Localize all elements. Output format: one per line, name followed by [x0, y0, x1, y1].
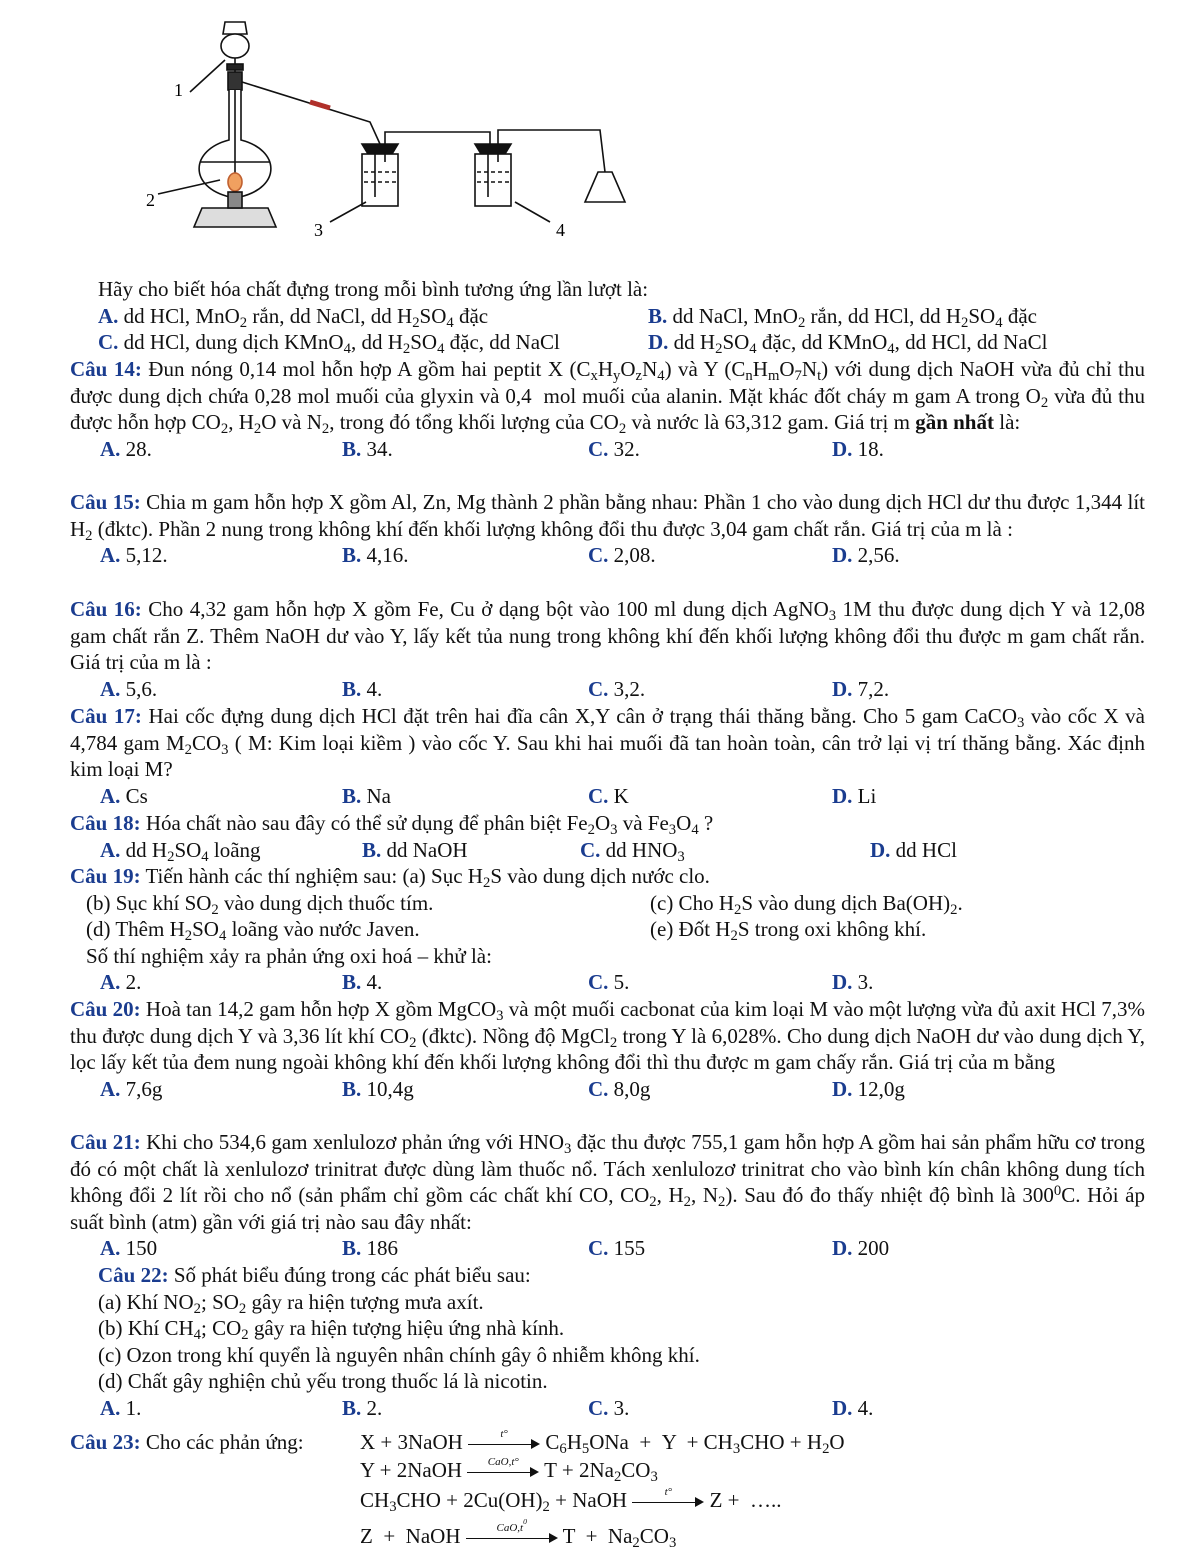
- option-text: Na: [361, 783, 392, 808]
- option-letter: A.: [100, 1236, 121, 1261]
- option-d[interactable]: [832, 783, 876, 810]
- option-letter: A.: [100, 543, 121, 568]
- option-text: 186: [361, 1236, 399, 1261]
- option-a[interactable]: [100, 783, 148, 810]
- reaction-1: X + 3NaOH t° $C_6H_5ONa + Y + CH_3CHO + H_2O$: [360, 1428, 845, 1457]
- statement-a: (a) Khí $NO_2$; $SO_2$ gây ra hiện tượng mưa axít.: [98, 1289, 484, 1317]
- option-d[interactable]: [832, 1395, 873, 1422]
- question-text: Chia m gam hỗn hợp X gồm Al, Zn, Mg thành 2 phần bằng nhau: Phần 1 cho vào dung dịch HCl dư thu được 1,344 lít $H_2$ (đktc). Phần 2 nung trong không khí đến khối lượng không đổi thu được 3,04 gam chất rắn. Giá trị của m là :: [70, 490, 1146, 544]
- option-d[interactable]: [832, 676, 889, 703]
- option-d[interactable]: dd $H_2SO_4$ đặc, dd KMnO$_4$, dd HCl, dd NaCl: [673, 330, 1048, 358]
- option-text: 7,2.: [852, 676, 890, 701]
- question-number: Câu 17:: [70, 704, 142, 728]
- option-text: dd $HNO_3$: [600, 837, 685, 865]
- option-text: 4.: [361, 676, 383, 701]
- option-b[interactable]: [342, 1076, 414, 1103]
- option-letter: A.: [100, 1395, 121, 1420]
- option-letter: D.: [832, 1076, 853, 1101]
- question-number: Câu 16:: [70, 597, 142, 621]
- option-letter: B.: [342, 970, 362, 995]
- option-a[interactable]: [100, 1076, 162, 1103]
- option-c[interactable]: [588, 783, 629, 810]
- option-text: dd HCl: [890, 837, 957, 862]
- statement-c: (c) Ozon trong khí quyển là nguyên nhân chính gây ô nhiễm không khí.: [98, 1342, 700, 1367]
- question-number: Câu 14:: [70, 357, 142, 381]
- option-letter: D.: [832, 783, 853, 808]
- question-number: Câu 19:: [70, 864, 141, 888]
- question-text: Cho các phản ứng:: [145, 1430, 304, 1454]
- option-text: 200: [852, 1236, 890, 1261]
- option-letter: C.: [588, 436, 609, 461]
- question-number: Câu 22:: [98, 1263, 169, 1287]
- option-text: 3.: [608, 1395, 630, 1420]
- option-letter: D.: [832, 436, 853, 461]
- option-text: 10,4g: [361, 1076, 414, 1101]
- option-b[interactable]: [362, 837, 468, 864]
- option-text: 3.: [852, 970, 874, 995]
- question-ask: Số thí nghiệm xảy ra phản ứng oxi hoá – khử là:: [86, 943, 492, 968]
- question-14: [70, 356, 1145, 462]
- option-a[interactable]: [100, 436, 152, 463]
- option-text: dd NaOH: [381, 837, 468, 862]
- option-letter: B.: [342, 783, 362, 808]
- option-letter: B.: [342, 1076, 362, 1101]
- option-letter: D.: [832, 970, 853, 995]
- question-text: Tiến hành các thí nghiệm sau: (a) Sục $H_2S$ vào dung dịch nước clo.: [145, 864, 710, 891]
- option-c[interactable]: [580, 837, 685, 864]
- statement-d: (d) Chất gây nghiện chủ yếu trong thuốc lá là nicotin.: [98, 1369, 548, 1394]
- option-text: 34.: [361, 436, 393, 461]
- label-1: 1: [174, 80, 183, 100]
- experiment-e: (e) Đốt $H_2S$ trong oxi không khí.: [650, 917, 927, 945]
- option-d[interactable]: [832, 1235, 889, 1262]
- question-15: [70, 489, 1145, 569]
- option-letter: D.: [648, 330, 669, 355]
- question-text: Khi cho 534,6 gam xenlulozơ phản ứng với $HNO_3$ đặc thu được 755,1 gam hỗn hợp A gồm hai sản phẩm hữu cơ trong đó có một chất là xenlulozơ trinitrat được dùng làm thuốc nổ. Tách xenlulozơ trinitrat cho vào bình kín chân không dung tích không đổi 2 lít rồi cho nổ (sản phẩm chỉ gồm các chất khí CO, $CO_2$, $H_2$, $N_2$). Sau đó đo thấy nhiệt độ bình là $300^0C$. Hỏi áp suất bình (atm) gần với giá trị nào sau đây nhất:: [70, 1130, 1146, 1234]
- option-letter: C.: [588, 970, 609, 995]
- option-letter: C.: [580, 837, 601, 862]
- question-text: Số phát biểu đúng trong các phát biểu sau:: [173, 1263, 531, 1287]
- option-c[interactable]: [588, 436, 640, 463]
- option-text: 155: [608, 1236, 646, 1261]
- option-text: 5,12.: [120, 543, 168, 568]
- option-letter: C.: [588, 1236, 609, 1261]
- option-text: 4,16.: [361, 543, 409, 568]
- question-13: [70, 276, 1145, 356]
- option-letter: B.: [342, 1395, 362, 1420]
- option-d[interactable]: [832, 542, 900, 569]
- question-text: Hoà tan 14,2 gam hỗn hợp X gồm MgCO$_3$ và một muối cacbonat của kim loại M vào một lượng vừa đủ axit HCl 7,3% thu được dung dịch Y và 3,36 lít khí $CO_2$ (đktc). Nồng độ MgCl$_2$ trong Y là 6,028%. Cho dung dịch NaOH dư vào dung dịch Y, lọc lấy kết tủa đem nung ngoài không khí đến khối lượng không đổi thì thu được m gam chấy rắn. Giá trị của m bằng: [70, 997, 1145, 1075]
- option-b[interactable]: [342, 1395, 382, 1422]
- option-letter: D.: [832, 543, 853, 568]
- option-a[interactable]: [100, 1395, 141, 1422]
- option-a[interactable]: [100, 542, 168, 569]
- option-letter: D.: [832, 1395, 853, 1420]
- option-b[interactable]: [342, 783, 391, 810]
- option-a[interactable]: dd HCl, MnO$_2$ rắn, dd NaCl, dd $H_2SO_4$ đặc: [123, 303, 489, 331]
- option-letter: B.: [342, 543, 362, 568]
- option-letter: C.: [588, 783, 609, 808]
- option-d[interactable]: [832, 436, 884, 463]
- question-13-prompt: Hãy cho biết hóa chất đựng trong mỗi bình tương ứng lần lượt là:: [98, 277, 649, 301]
- option-b[interactable]: [342, 436, 393, 463]
- option-text: Li: [852, 783, 877, 808]
- option-text: 5.: [608, 970, 630, 995]
- option-text: 2,56.: [852, 543, 900, 568]
- option-letter: A.: [100, 436, 121, 461]
- option-text: 2.: [120, 970, 142, 995]
- option-letter: A.: [98, 303, 119, 328]
- option-text: 5,6.: [120, 676, 158, 701]
- option-b[interactable]: [342, 676, 382, 703]
- label-2: 2: [146, 190, 155, 210]
- experiment-d: (d) Thêm $H_2SO_4$ loãng vào nước Javen.: [86, 917, 420, 945]
- option-c[interactable]: [588, 542, 656, 569]
- option-b[interactable]: [342, 969, 382, 996]
- label-4: 4: [556, 220, 565, 240]
- option-b[interactable]: [342, 1235, 398, 1262]
- question-number: Câu 21:: [70, 1130, 141, 1154]
- question-20: [70, 996, 1145, 1102]
- option-letter: A.: [100, 1076, 121, 1101]
- option-d[interactable]: [832, 1076, 905, 1103]
- option-a[interactable]: [100, 969, 141, 996]
- label-3: 3: [314, 220, 323, 240]
- option-d[interactable]: [832, 969, 873, 996]
- option-c[interactable]: [588, 969, 629, 996]
- question-number: Câu 15:: [70, 490, 141, 514]
- option-c[interactable]: [588, 1395, 629, 1422]
- option-text: 3,2.: [608, 676, 646, 701]
- question-text: Hai cốc đựng dung dịch HCl đặt trên hai đĩa cân X,Y cân ở trạng thái thăng bằng. Cho 5 gam CaCO$_3$ vào cốc X và 4,784 gam $M_2CO_3$ ( M: Kim loại kiềm ) vào cốc Y. Sau khi hai muối đã tan hoàn toàn, cân trở lại vị trí thăng bằng. Xác định kim loại M?: [70, 704, 1146, 782]
- option-a[interactable]: [100, 1235, 157, 1262]
- option-a[interactable]: [100, 837, 261, 864]
- option-d[interactable]: [870, 837, 957, 864]
- option-text: K: [608, 783, 629, 808]
- question-number: Câu 23:: [70, 1430, 141, 1454]
- option-text: 32.: [608, 436, 640, 461]
- experiment-b: (b) Sục khí $SO_2$ vào dung dịch thuốc tím.: [86, 890, 434, 918]
- option-letter: B.: [362, 837, 382, 862]
- option-b[interactable]: dd NaCl, MnO$_2$ rắn, dd HCl, dd $H_2SO_4$ đặc: [672, 303, 1037, 331]
- option-letter: B.: [648, 303, 668, 328]
- option-letter: A.: [100, 783, 121, 808]
- option-text: 28.: [120, 436, 152, 461]
- question-17: [70, 703, 1145, 809]
- question-18: [70, 810, 1145, 863]
- option-c[interactable]: [588, 1076, 650, 1103]
- option-letter: C.: [98, 330, 119, 355]
- question-22: [70, 1262, 1145, 1422]
- option-text: 2.: [361, 1395, 383, 1420]
- option-letter: D.: [832, 676, 853, 701]
- option-text: 8,0g: [608, 1076, 651, 1101]
- question-21: [70, 1129, 1145, 1262]
- option-text: 150: [120, 1236, 158, 1261]
- option-text: 4.: [852, 1395, 874, 1420]
- option-letter: C.: [588, 1395, 609, 1420]
- option-text: 7,6g: [120, 1076, 163, 1101]
- option-letter: C.: [588, 543, 609, 568]
- question-text: Cho 4,32 gam hỗn hợp X gồm Fe, Cu ở dạng bột vào 100 ml dung dịch AgNO$_3$ 1M thu được dung dịch Y và 12,08 gam chất rắn Z. Thêm NaOH dư vào Y, lấy kết tủa nung trong không khí đến khối lượng không đổi thu được m gam chất rắn. Giá trị của m là :: [70, 597, 1145, 675]
- option-text: Cs: [120, 783, 148, 808]
- option-a[interactable]: [100, 676, 157, 703]
- option-letter: B.: [342, 1236, 362, 1261]
- question-number: Câu 18:: [70, 811, 141, 835]
- option-letter: A.: [100, 970, 121, 995]
- option-letter: D.: [832, 1236, 853, 1261]
- question-16: [70, 596, 1145, 702]
- option-letter: A.: [100, 837, 121, 862]
- experiment-c: (c) Cho $H_2S$ vào dung dịch $Ba(OH)_2$.: [650, 890, 963, 918]
- option-letter: B.: [342, 676, 362, 701]
- question-number: Câu 20:: [70, 997, 141, 1021]
- question-19: [70, 863, 1145, 996]
- option-c[interactable]: [588, 1235, 645, 1262]
- option-c[interactable]: [588, 676, 645, 703]
- option-letter: A.: [100, 676, 121, 701]
- option-text: 18.: [852, 436, 884, 461]
- chlorine-apparatus-diagram: [130, 12, 650, 252]
- option-text: dd $H_2SO_4$ loãng: [120, 837, 261, 865]
- reaction-4: Z + NaOH $CaO,t^0$ $T + Na_2CO_3$: [360, 1517, 677, 1551]
- option-b[interactable]: [342, 542, 409, 569]
- option-c[interactable]: dd HCl, dung dịch KMnO$_4$, dd $H_2SO_4$ đặc, dd NaCl: [123, 330, 560, 358]
- option-text: 1.: [120, 1395, 142, 1420]
- option-letter: C.: [588, 1076, 609, 1101]
- reaction-3: $CH_3CHO + 2Cu(OH)_2$ + NaOH t° Z + …..: [360, 1486, 782, 1515]
- reaction-2: Y + 2NaOH CaO,t° $T + 2Na_2CO_3$: [360, 1456, 658, 1485]
- option-text: 2,08.: [608, 543, 656, 568]
- option-text: 12,0g: [852, 1076, 905, 1101]
- question-text: Hóa chất nào sau đây có thể sử dụng để phân biệt $Fe_2O_3$ và $Fe_3O_4$ ?: [145, 811, 714, 838]
- option-letter: D.: [870, 837, 891, 862]
- option-letter: B.: [342, 436, 362, 461]
- option-text: 4.: [361, 970, 383, 995]
- question-text: Đun nóng 0,14 mol hỗn hợp A gồm hai peptit X $(C_xH_yO_zN_4)$ và Y $(C_nH_mO_7N_t)$ với dung dịch NaOH vừa đủ chỉ thu được dung dịch chứa 0,28 mol muối của glyxin và 0,4 mol muối của alanin. Mặt khác đốt cháy m gam A trong $O_2$ vừa đủ thu được hỗn hợp $CO_2$, $H_2O$ và $N_2$, trong đó tổng khối lượng của $CO_2$ và nước là 63,312 gam. Giá trị m gần nhất là:: [70, 357, 1146, 438]
- option-letter: C.: [588, 676, 609, 701]
- statement-b: (b) Khí $CH_4$; $CO_2$ gây ra hiện tượng hiệu ứng nhà kính.: [98, 1316, 565, 1344]
